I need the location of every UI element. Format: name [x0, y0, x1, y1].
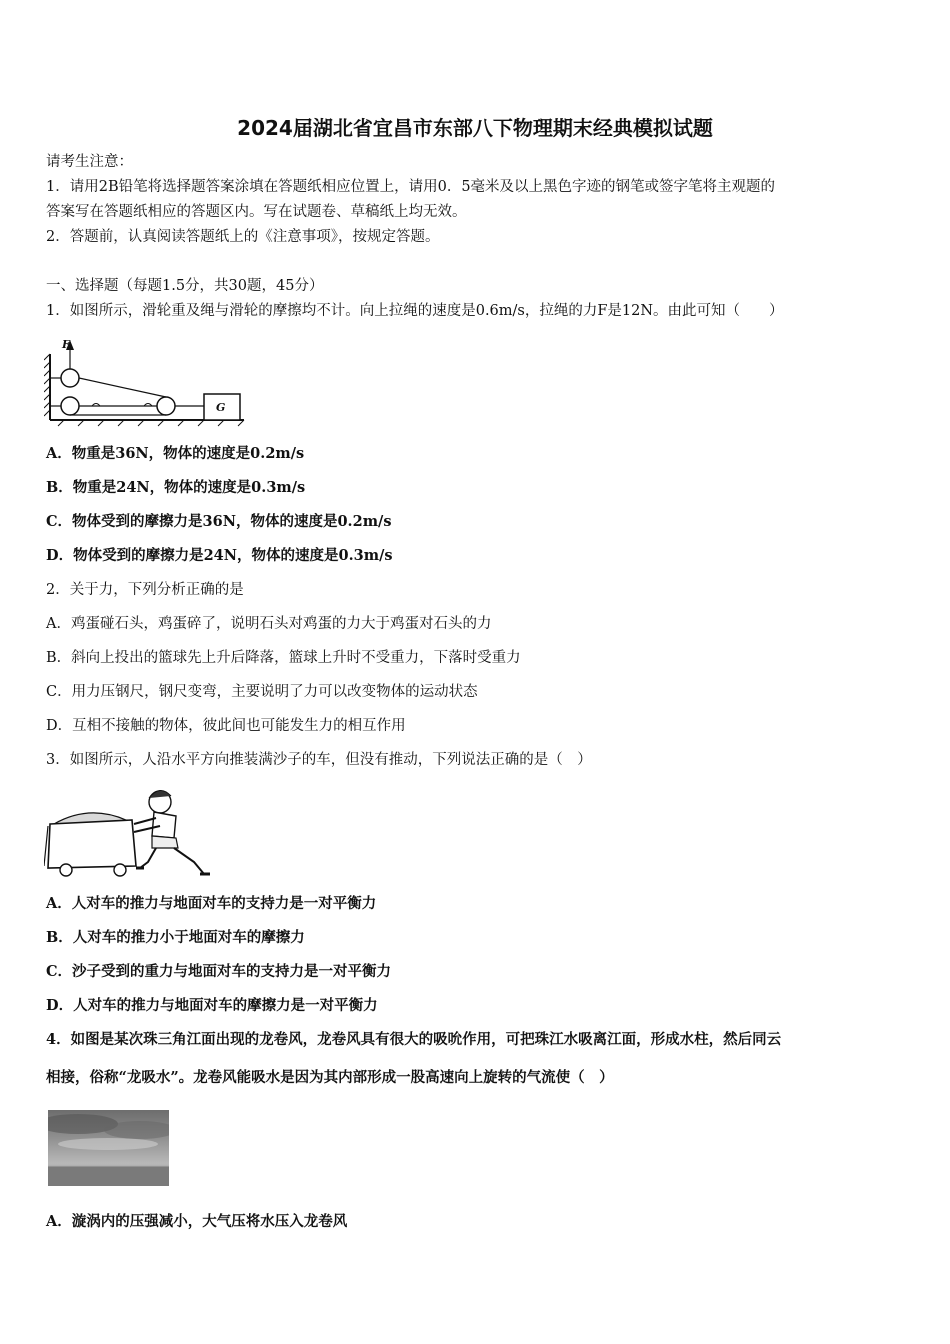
pulley-diagram — [44, 336, 250, 428]
waterspout-photo — [48, 1110, 169, 1186]
question-2-option-b: B．斜向上投出的篮球先上升后降落，篮球上升时不受重力，下落时受重力 — [46, 650, 521, 666]
question-3-option-c: C．沙子受到的重力与地面对车的支持力是一对平衡力 — [46, 963, 392, 980]
question-1-option-a: A．物重是36N，物体的速度是0.2m/s — [46, 445, 305, 462]
weight-label: G — [216, 401, 226, 414]
question-2-option-a: A．鸡蛋碰石头，鸡蛋碎了，说明石头对鸡蛋的力大于鸡蛋对石头的力 — [46, 616, 492, 632]
question-3-option-d: D．人对车的推力与地面对车的摩擦力是一对平衡力 — [46, 997, 378, 1014]
question-2-option-d: D．互相不接触的物体，彼此间也可能发生力的相互作用 — [46, 718, 406, 734]
page-title: 2024届湖北省宜昌市东部八下物理期末经典模拟试题 — [237, 116, 713, 140]
question-3-option-a: A．人对车的推力与地面对车的支持力是一对平衡力 — [46, 895, 377, 912]
question-4-option-a: A．漩涡内的压强减小，大气压将水压入龙卷风 — [46, 1213, 348, 1230]
question-1-option-b: B．物重是24N，物体的速度是0.3m/s — [46, 479, 306, 496]
notice-item-1-line-1: 1．请用2B铅笔将选择题答案涂填在答题纸相应位置上，请用0．5毫米及以上黑色字迹的钢笔或签字笔将主观题的 — [46, 179, 776, 195]
question-4-stem-line-2: 相接，俗称“龙吸水”。龙卷风能吸水是因为其内部形成一股高速向上旋转的气流使（ ） — [46, 1069, 614, 1086]
question-3-stem: 3．如图所示，人沿水平方向推装满沙子的车，但没有推动，下列说法正确的是（ ） — [46, 752, 592, 768]
notice-item-2: 2．答题前，认真阅读答题纸上的《注意事项》，按规定答题。 — [46, 229, 440, 245]
force-label: F — [62, 338, 70, 351]
question-1-stem: 1．如图所示，滑轮重及绳与滑轮的摩擦均不计。向上拉绳的速度是0.6m/s，拉绳的力F是12N。由此可知（ ） — [46, 303, 784, 319]
question-4-stem-line-1: 4．如图是某次珠三角江面出现的龙卷风，龙卷风具有很大的吸吮作用，可把珠江水吸离江面，形成水柱，然后同云 — [46, 1031, 782, 1048]
notice-heading: 请考生注意： — [46, 154, 133, 170]
notice-item-1-line-2: 答案写在答题纸相应的答题区内。写在试题卷、草稿纸上均无效。 — [46, 204, 467, 220]
question-1-option-d: D．物体受到的摩擦力是24N，物体的速度是0.3m/s — [46, 547, 393, 564]
section-heading: 一、选择题（每题1.5分，共30题，45分） — [46, 278, 324, 294]
question-3-option-b: B．人对车的推力小于地面对车的摩擦力 — [46, 929, 305, 946]
boy-pushing-cart-illustration — [44, 782, 216, 880]
question-2-option-c: C．用力压钢尺，钢尺变弯，主要说明了力可以改变物体的运动状态 — [46, 684, 478, 700]
question-1-option-c: C．物体受到的摩擦力是36N，物体的速度是0.2m/s — [46, 513, 392, 530]
question-2-stem: 2．关于力，下列分析正确的是 — [46, 582, 244, 598]
